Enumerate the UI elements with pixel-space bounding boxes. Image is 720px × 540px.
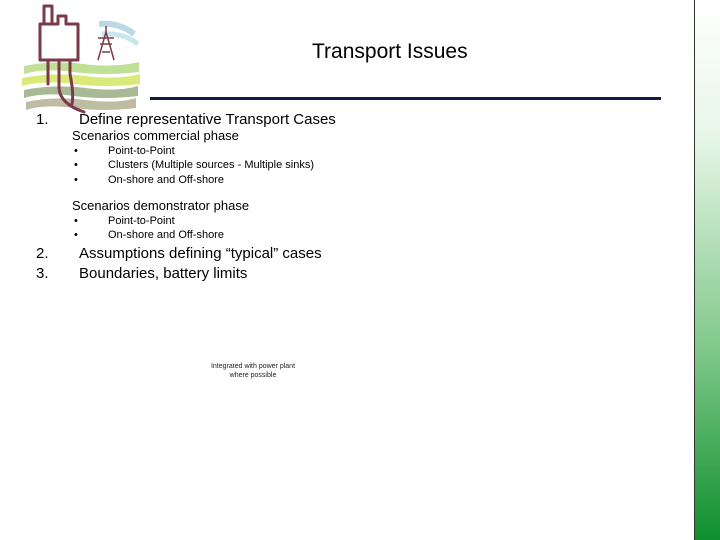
item-text-1: Define representative Transport Cases bbox=[79, 111, 336, 128]
integration-note: Integrated with power plant where possible bbox=[210, 363, 296, 379]
bullet-dot: • bbox=[74, 215, 78, 227]
commercial-bullet-3 bbox=[74, 174, 224, 186]
item-number-3: 3. bbox=[36, 265, 49, 282]
bullet-text: Point-to-Point bbox=[108, 215, 175, 227]
title-underline bbox=[150, 97, 661, 100]
slide-title: Transport Issues bbox=[312, 40, 468, 63]
item-number-1: 1. bbox=[36, 111, 49, 128]
decorative-side-bar bbox=[694, 0, 720, 540]
bullet-dot: • bbox=[74, 159, 78, 171]
power-plant-logo-icon bbox=[14, 4, 144, 116]
bullet-text: On-shore and Off-shore bbox=[108, 174, 224, 186]
commercial-bullet-2 bbox=[74, 159, 314, 171]
bullet-dot: • bbox=[74, 229, 78, 241]
demonstrator-bullet-2 bbox=[74, 229, 224, 241]
bullet-text: On-shore and Off-shore bbox=[108, 229, 224, 241]
item-text-2: Assumptions defining “typical” cases bbox=[79, 245, 322, 262]
commercial-heading: Scenarios commercial phase bbox=[72, 128, 239, 143]
bullet-dot: • bbox=[74, 145, 78, 157]
bullet-dot: • bbox=[74, 174, 78, 186]
item-number-2: 2. bbox=[36, 245, 49, 262]
commercial-bullet-1 bbox=[74, 145, 175, 157]
bullet-text: Clusters (Multiple sources - Multiple sinks) bbox=[108, 159, 314, 171]
item-text-3: Boundaries, battery limits bbox=[79, 265, 248, 282]
bullet-text: Point-to-Point bbox=[108, 145, 175, 157]
demonstrator-heading: Scenarios demonstrator phase bbox=[72, 198, 250, 213]
demonstrator-bullet-1 bbox=[74, 215, 175, 227]
